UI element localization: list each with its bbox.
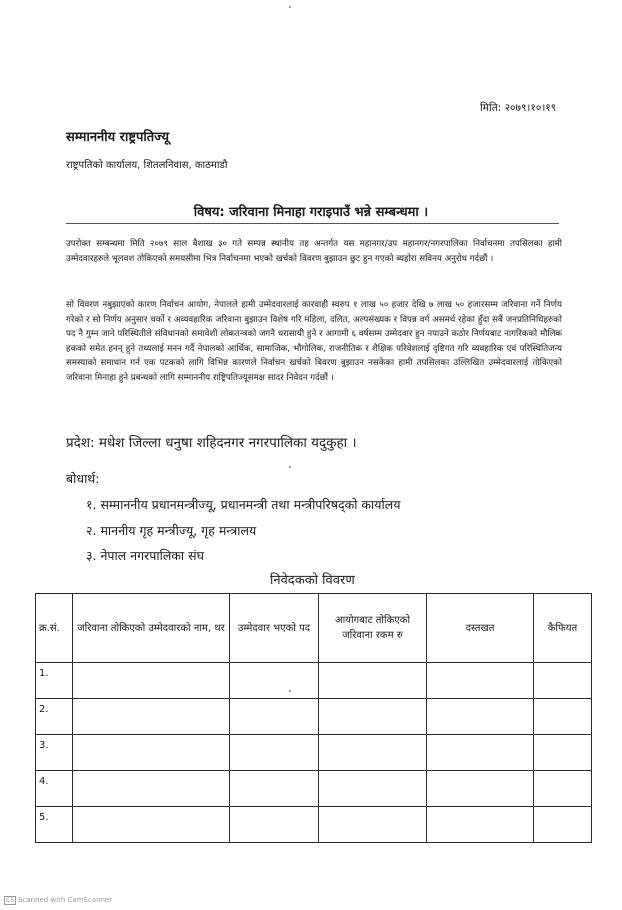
- scan-speck: [289, 690, 291, 692]
- row-signature-cell: [427, 771, 534, 807]
- row-remarks-cell: [534, 663, 592, 699]
- row-name-cell: [73, 699, 230, 735]
- watermark-text: Scanned with CamScanner: [18, 896, 113, 904]
- col-serial-header: क्र.सं.: [36, 594, 73, 663]
- row-name-cell: [73, 663, 230, 699]
- row-signature-cell: [427, 735, 534, 771]
- row-signature-cell: [427, 807, 534, 843]
- table-title: निवेदकको विवरण: [270, 573, 355, 588]
- col-remarks-header: कैफियत: [534, 594, 592, 663]
- row-post-cell: [230, 699, 319, 735]
- row-signature-cell: [427, 699, 534, 735]
- subject-underline: [66, 223, 559, 224]
- row-fine-cell: [319, 807, 427, 843]
- camscanner-logo-icon: CS: [6, 897, 14, 904]
- body-paragraph-2: सो विवरण नबुझाएको कारण निर्वाचन आयोग, नेपालले हामी उम्मेदवारलाई कारवाही स्वरुप १ लाख ५० हजार देखि ७ लाख ५० हजारसम्म जरिवाना गर्ने निर्णय गरेको र सो निर्णय अनुसार चर्को र अव्यवहारिक जरिवाना बुझाउन विशेष गरि महिला, दलित, अल्पसंख्यक र विपन्न वर्ग असमर्थ रहेका हुँदा सबैं जनप्रतिनिधिहरुको पद नै गुम्न जाने परिस्थितीले संविधानको समावेशी लोकतन्त्रको जगनै धरासायी हुने र आगामी ६ वर्षसम्म उम्मेदवार हुन नपाउने कठोर निर्णयबाट नागरिकको मौलिक हकको समेत हनन् हुने तथ्यलाई मनन गर्दै नेपालको आर्थिक, सामाजिक, भौगोलिक, राजनीतिक र शैक्षिक परिवेशलाई दृष्टिगत गरि व्यवहारिक एवं परिस्थितिजन्य समस्याको समाधान गर्न एक पटकको लागि विभिन्न कारणले निर्वाचन खर्चको बिवरण बुझाउन नसकेका हामी तपसिलका उल्लिखित उम्मेदवारलाई तोकिएको जरिवाना मिनाहा हुने प्रबन्धको लागि सम्माननीय राष्ट्रिपतिज्यूसमक्ष सादर निवेदन गर्दछौं ।: [66, 300, 562, 383]
- col-name-header: जरिवाना तोकिएको उम्मेदवारको नाम, थर: [73, 594, 230, 663]
- scan-speck: [289, 466, 291, 468]
- col-fine-header: आयोगबाट तोकिएको जरिवाना रकम रु: [319, 594, 427, 663]
- addressee: सम्माननीय राष्ट्रपतिज्यू: [66, 130, 170, 145]
- cc-heading: बोधार्थ:: [66, 471, 100, 486]
- row-remarks-cell: [534, 771, 592, 807]
- row-fine-cell: [319, 771, 427, 807]
- cc-item-2: २. माननीय गृह मन्त्रीज्यू, गृह मन्त्रालय: [86, 523, 257, 538]
- table-row: [36, 807, 592, 843]
- cc-item-3: ३. नेपाल नगरपालिका संघ: [86, 548, 204, 563]
- row-serial: 5.: [36, 807, 73, 843]
- col-signature-header: दस्तखत: [427, 594, 534, 663]
- scan-speck: [289, 6, 291, 8]
- applicant-table: [35, 593, 592, 843]
- row-post-cell: [230, 735, 319, 771]
- row-post-cell: [230, 807, 319, 843]
- table-row: [36, 699, 592, 735]
- row-fine-cell: [319, 663, 427, 699]
- row-signature-cell: [427, 663, 534, 699]
- cc-item-1: १. सम्माननीय प्रधानमन्त्रीज्यू, प्रधानमन्त्री तथा मन्त्रीपरिषद्को कार्यालय: [86, 497, 401, 512]
- row-remarks-cell: [534, 807, 592, 843]
- province-line: प्रदेश: मधेश जिल्ला धनुषा शहिदनगर नगरपालिका यदुकुहा ।: [66, 435, 357, 451]
- row-name-cell: [73, 771, 230, 807]
- row-serial: 4.: [36, 771, 73, 807]
- row-fine-cell: [319, 699, 427, 735]
- letter-date: मिति: २०७९।१०।१९: [480, 102, 557, 114]
- scanner-watermark: [4, 896, 112, 905]
- row-name-cell: [73, 735, 230, 771]
- row-name-cell: [73, 807, 230, 843]
- body-paragraph-1: उपरोक्त सम्बन्धमा मिति २०७९ साल बैशाख ३० गते सम्पन्न स्थानीय तह अन्तर्गत यस महानगर/उप महानगर/नगरपालिका निर्वाचनमा तपसिलका हामी उम्मेदवारहरुले भूलवश तोकिएको समयसीमा भित्र निर्वाचनमा भएको खर्चको विवरण बुझाउन छुट हुन गएको ब्यहोरा सविनय अनुरोध गर्दछौं ।: [66, 239, 562, 264]
- row-fine-cell: [319, 735, 427, 771]
- table-row: [36, 771, 592, 807]
- row-remarks-cell: [534, 699, 592, 735]
- table-row: [36, 663, 592, 699]
- row-post-cell: [230, 663, 319, 699]
- row-serial: 2.: [36, 699, 73, 735]
- row-remarks-cell: [534, 735, 592, 771]
- row-serial: 1.: [36, 663, 73, 699]
- addressee-office: राष्ट्रपतिको कार्यालय, शितलनिवास, काठमाडौ: [66, 160, 228, 171]
- table-header-row: [36, 594, 592, 663]
- row-serial: 3.: [36, 735, 73, 771]
- subject-line: विषय: जरिवाना मिनाहा गराइपाउँ भन्ने सम्बन्धमा ।: [193, 205, 429, 220]
- col-post-header: उम्मेदवार भएको पद: [230, 594, 319, 663]
- table-row: [36, 735, 592, 771]
- row-post-cell: [230, 771, 319, 807]
